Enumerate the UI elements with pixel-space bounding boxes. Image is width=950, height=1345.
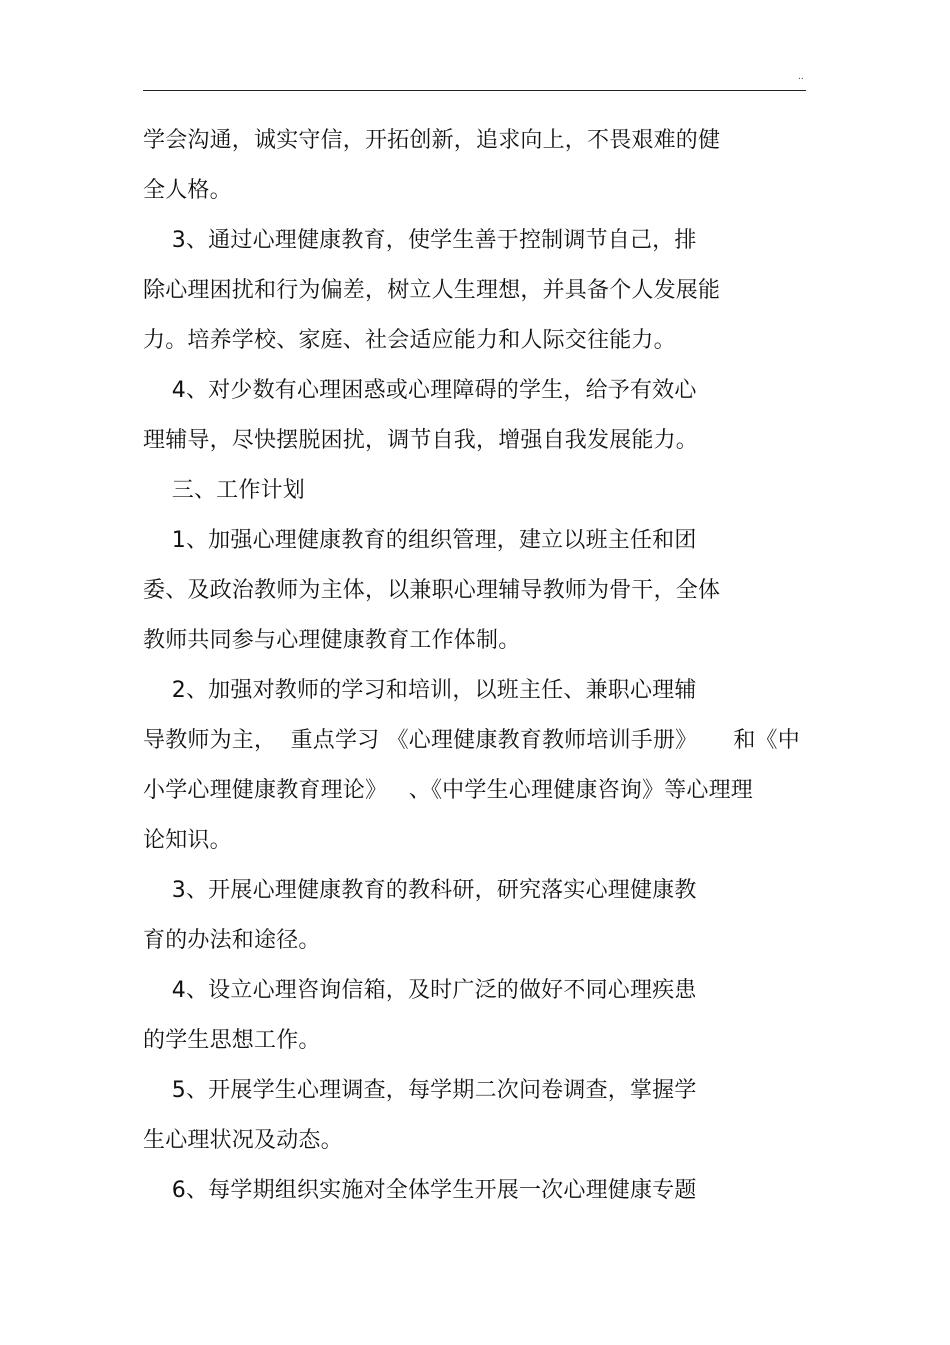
text-line: 4、对少数有心理困惑或心理障碍的学生，给予有效心 — [143, 378, 697, 403]
text-line: 论知识。 — [143, 828, 232, 853]
text-line: 学会沟通，诚实守信，开拓创新，追求向上，不畏艰难的健 — [143, 128, 721, 153]
text-line: 委、及政治教师为主体，以兼职心理辅导教师为骨干，全体 — [143, 578, 721, 603]
section-heading: 三、工作计划 — [143, 478, 305, 503]
text-line: 导教师为主， 重点学习 《心理健康教育教师培训手册》 和《中 — [143, 728, 800, 753]
text-line: 4、设立心理咨询信箱，及时广泛的做好不同心理疾患 — [143, 978, 697, 1003]
text-line: 除心理困扰和行为偏差，树立人生理想，并具备个人发展能 — [143, 278, 721, 303]
text-line: 教师共同参与心理健康教育工作体制。 — [143, 628, 521, 653]
text-line: 育的办法和途径。 — [143, 928, 321, 953]
text-line: 6、每学期组织实施对全体学生开展一次心理健康专题 — [143, 1178, 697, 1203]
text-line: 3、开展心理健康教育的教科研，研究落实心理健康教 — [143, 878, 697, 903]
text-line: 小学心理健康教育理论》 、《中学生心理健康咨询》等心理理 — [143, 778, 753, 803]
text-line: 的学生思想工作。 — [143, 1028, 321, 1053]
header-rule — [143, 90, 806, 91]
text-line: 生心理状况及动态。 — [143, 1128, 343, 1153]
text-line: 5、开展学生心理调查，每学期二次问卷调查，掌握学 — [143, 1078, 697, 1103]
header-mark: .. — [798, 72, 804, 82]
text-line: 力。培养学校、家庭、社会适应能力和人际交往能力。 — [143, 328, 676, 353]
text-line: 理辅导，尽快摆脱困扰，调节自我，增强自我发展能力。 — [143, 428, 699, 453]
text-line: 2、加强对教师的学习和培训，以班主任、兼职心理辅 — [143, 678, 697, 703]
text-line: 1、加强心理健康教育的组织管理，建立以班主任和团 — [143, 528, 697, 553]
text-line: 3、通过心理健康教育，使学生善于控制调节自己，排 — [143, 228, 697, 253]
text-line: 全人格。 — [143, 178, 232, 203]
